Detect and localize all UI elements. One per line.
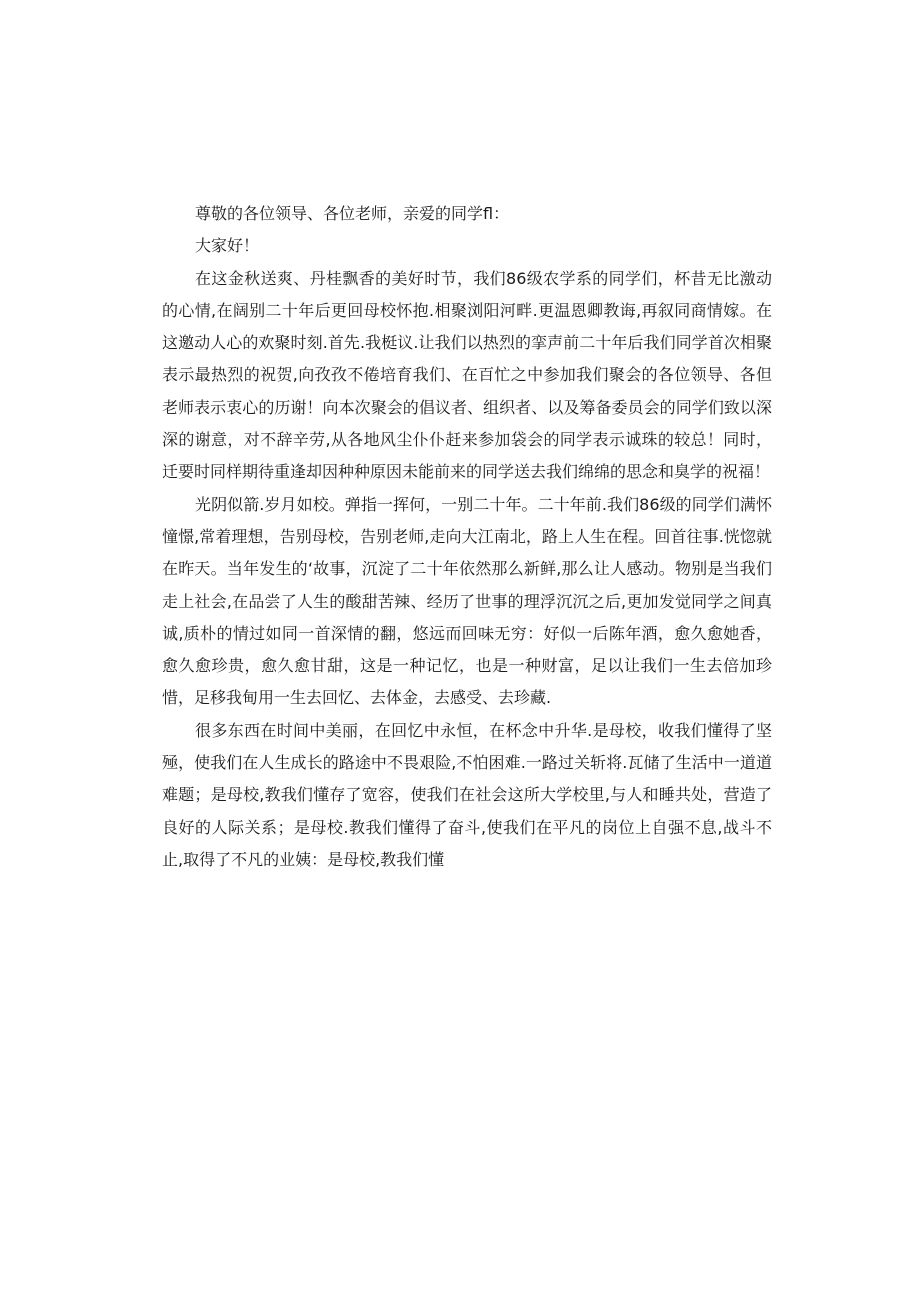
greeting: 大家好！ bbox=[195, 236, 260, 256]
salutation: 尊敬的各位领导、各位老师，亲爱的同学fl： bbox=[195, 204, 510, 223]
paragraph-memories: 光阴似箭.岁月如校。弹指一挥何，一别二十年。二十年前.我们86级的同学们满怀憧憬,常着理想，告别母校，告别老师,走向大江南北，路上人生在程。回首往事.恍惚就在昨天。当年发生的‘故事，沉淀了二十年依然那么新鲜,那么让人感动。物别是当我们走上社会,在品尝了人生的酸甜苦辣、经历了世事的理浮沉沉之后,更加发觉同学之间真诚,质朴的情过如同一首深情的翻，悠远而回味无穷：好似一后陈年酒，愈久愈她香，愈久愈珍贵，愈久愈甘甜，这是一种记忆，也是一种财富，足以让我们一生去倍加珍惜，足移我甸用一生去回忆、去体金，去感受、去珍藏. bbox=[162, 494, 772, 708]
paragraph-alma-mater: 很多东西在时间中美丽，在回忆中永恒，在杯念中升华.是母校，收我们懂得了坚殛，使我们在人生成长的路途中不畏艰险,不怕困难.一路过关斩将.瓦储了生活中一道道难题；是母校,教我们懂存了宽容，使我们在社会这所大学校里,与人和睡共处，营造了良好的人际关系；是母校.教我们懂得了奋斗,使我们在平凡的岗位上自强不息,战斗不止,取得了不凡的业姨：是母校,教我们懂 bbox=[162, 720, 772, 869]
paragraph-opening: 在这金秋送爽、丹桂飘香的美好时节，我们86级农学系的同学们，杯昔无比激动的心情,在阔别二十年后更回母校怀抱.相聚浏阳河畔.更温恩卿教诲,再叙同商情嫁。在这邀动人心的欢聚时刻.首先.我梃议.让我们以热烈的挛声前二十年后我们同学首次相聚表示最热烈的祝贺,向孜孜不倦培育我们、在百忙之中参加我们聚会的各位领导、各但老师表示衷心的历谢！向本次聚会的倡议者、组织者、以及筹备委员会的同学们致以深深的谢意，对不辞辛劳,从各地风尘仆仆赶来参加袋会的同学表示诚珠的较总！同时，迁要时同样期待重逢却因种种原因未能前来的同学送去我们绵绵的思念和臭学的祝福！ bbox=[162, 268, 772, 482]
speech-body bbox=[162, 198, 772, 876]
